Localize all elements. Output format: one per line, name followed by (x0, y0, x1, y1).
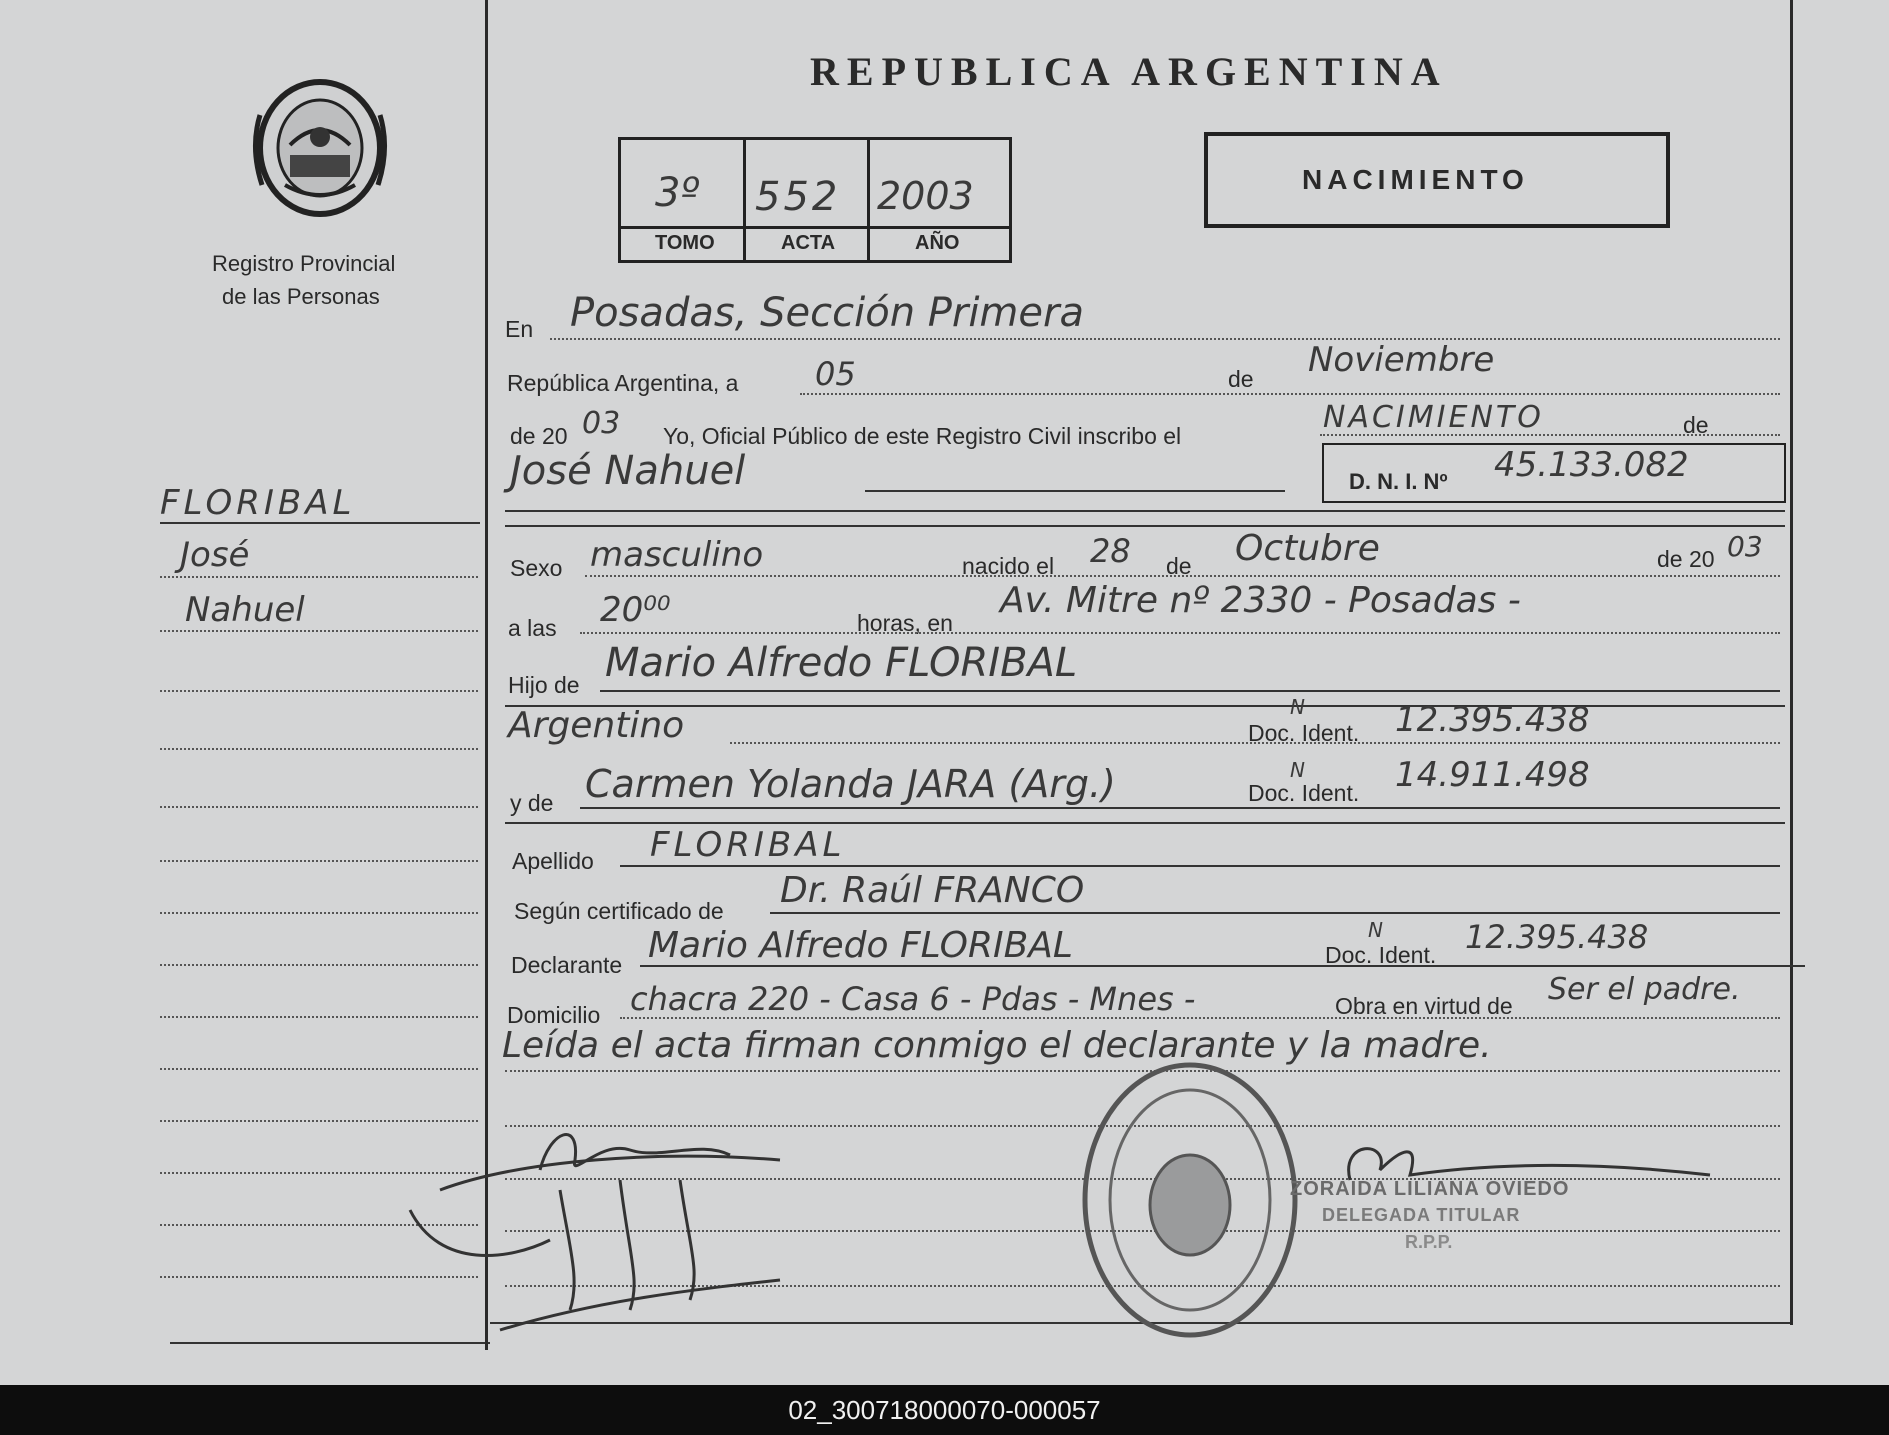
birth-day: 28 (1090, 532, 1131, 570)
birth-year: 03 (1727, 530, 1763, 563)
closing-statement: Leída el acta firman conmigo el declarante y la madre. (502, 1025, 1492, 1066)
dni-value: 45.133.082 (1494, 445, 1689, 485)
republica-label: República Argentina, a (507, 370, 739, 396)
segun-label: Según certificado de (514, 898, 724, 924)
tomo-value: 3º (655, 170, 700, 216)
line (730, 742, 1780, 744)
doc-label-2: Doc. Ident. (1248, 780, 1360, 806)
de-label-2: de (1683, 412, 1709, 438)
inscribo-label: Yo, Oficial Público de este Registro Civil inscribo el (663, 423, 1182, 449)
en-label: En (505, 316, 534, 342)
line (620, 865, 1780, 867)
line (580, 807, 1780, 809)
apellido-value: FLORIBAL (650, 825, 846, 865)
de-label-1: de (1228, 366, 1254, 392)
sexo-value: masculino (590, 535, 764, 575)
line (800, 393, 1780, 395)
month-value: Noviembre (1308, 340, 1495, 380)
line (585, 575, 1780, 577)
document-id: 02_300718000070-000057 (788, 1394, 1101, 1425)
margin-surname: FLORIBAL (160, 483, 356, 523)
apellido-label: Apellido (512, 848, 594, 874)
declarant-signature (400, 1100, 820, 1340)
registry-name-line2: de las Personas (222, 284, 380, 309)
father-doc: 12.395.438 (1395, 700, 1590, 740)
declarante-doc: 12.395.438 (1465, 918, 1649, 956)
line (770, 912, 1780, 914)
right-border (1790, 0, 1793, 1325)
nro-mark-3: N (1368, 918, 1383, 942)
nro-mark-1: N (1290, 695, 1305, 719)
declarante-value: Mario Alfredo FLORIBAL (648, 925, 1073, 966)
inscribo-value: NACIMIENTO (1323, 400, 1544, 435)
margin-line (160, 806, 478, 808)
hijo-label: Hijo de (508, 672, 580, 698)
mother-doc: 14.911.498 (1395, 755, 1590, 795)
margin-line (160, 1068, 478, 1070)
doc-label-3: Doc. Ident. (1325, 942, 1437, 968)
alas-label: a las (508, 615, 557, 641)
margin-line (160, 860, 478, 862)
birth-place: Av. Mitre nº 2330 - Posadas - (1000, 580, 1521, 621)
birth-year-prefix: de 20 (1657, 546, 1715, 572)
father-name: Mario Alfredo FLORIBAL (605, 640, 1078, 686)
line (580, 632, 1780, 634)
tomo-label: TOMO (655, 232, 715, 254)
line (505, 705, 1785, 707)
father-nationality: Argentino (508, 705, 685, 746)
record-box (618, 137, 1012, 263)
margin-line (160, 1016, 478, 1018)
domicilio-label: Domicilio (507, 1002, 601, 1028)
dni-box (1322, 443, 1786, 503)
child-name: José Nahuel (510, 448, 746, 494)
line (505, 822, 1785, 824)
mother-name: Carmen Yolanda JARA (Arg.) (585, 762, 1116, 806)
birth-month: Octubre (1235, 528, 1380, 569)
province-seal (250, 75, 390, 225)
line (505, 510, 1785, 512)
nro-mark-2: N (1290, 758, 1305, 782)
obra-label: Obra en virtud de (1335, 993, 1513, 1019)
official-title: DELEGADA TITULAR (1322, 1205, 1521, 1225)
sexo-label: Sexo (510, 555, 563, 581)
act-type-box (1204, 132, 1670, 228)
ano-label: AÑO (915, 232, 960, 254)
year-prefix: de 20 (510, 423, 568, 449)
nacido-label: nacido el (962, 553, 1055, 579)
margin-first-name: José (180, 535, 250, 575)
line (640, 965, 1805, 967)
declarante-label: Declarante (511, 952, 623, 978)
margin-line (160, 576, 478, 578)
line (550, 338, 1780, 340)
registry-name-line1: Registro Provincial (212, 251, 396, 276)
dni-label: D. N. I. Nº (1349, 469, 1448, 494)
acta-value: 552 (755, 174, 841, 220)
official-stamp (1075, 1055, 1305, 1345)
ano-value: 2003 (877, 174, 974, 218)
official-org: R.P.P. (1405, 1232, 1453, 1252)
en-value: Posadas, Sección Primera (570, 290, 1084, 336)
horas-label: horas, en (857, 610, 953, 636)
acta-label: ACTA (781, 232, 836, 254)
line (600, 690, 1780, 692)
line (1320, 434, 1780, 436)
line (620, 1017, 1780, 1019)
year-value: 03 (582, 406, 621, 441)
line (865, 490, 1285, 492)
act-type-label: NACIMIENTO (1302, 164, 1529, 195)
margin-middle-name: Nahuel (185, 590, 305, 630)
de-label-3: de (1166, 553, 1192, 579)
margin-line (160, 964, 478, 966)
document-id-footer (0, 1385, 1889, 1435)
margin-bottom-rule (170, 1342, 490, 1344)
official-name: ZORAIDA LILIANA OVIEDO (1290, 1178, 1570, 1200)
margin-line (160, 912, 478, 914)
margin-line (160, 690, 478, 692)
day-value: 05 (815, 355, 856, 393)
margin-line (160, 630, 478, 632)
hour-value: 20⁰⁰ (600, 590, 671, 630)
margin-line (160, 748, 478, 750)
obra-value: Ser el padre. (1548, 972, 1741, 1007)
doc-label-1: Doc. Ident. (1248, 720, 1360, 746)
line (505, 525, 1785, 527)
domicilio-value: chacra 220 - Casa 6 - Pdas - Mnes - (630, 980, 1196, 1018)
segun-value: Dr. Raúl FRANCO (780, 870, 1085, 911)
yde-label: y de (510, 790, 554, 816)
country-heading: REPUBLICA ARGENTINA (810, 49, 1448, 94)
